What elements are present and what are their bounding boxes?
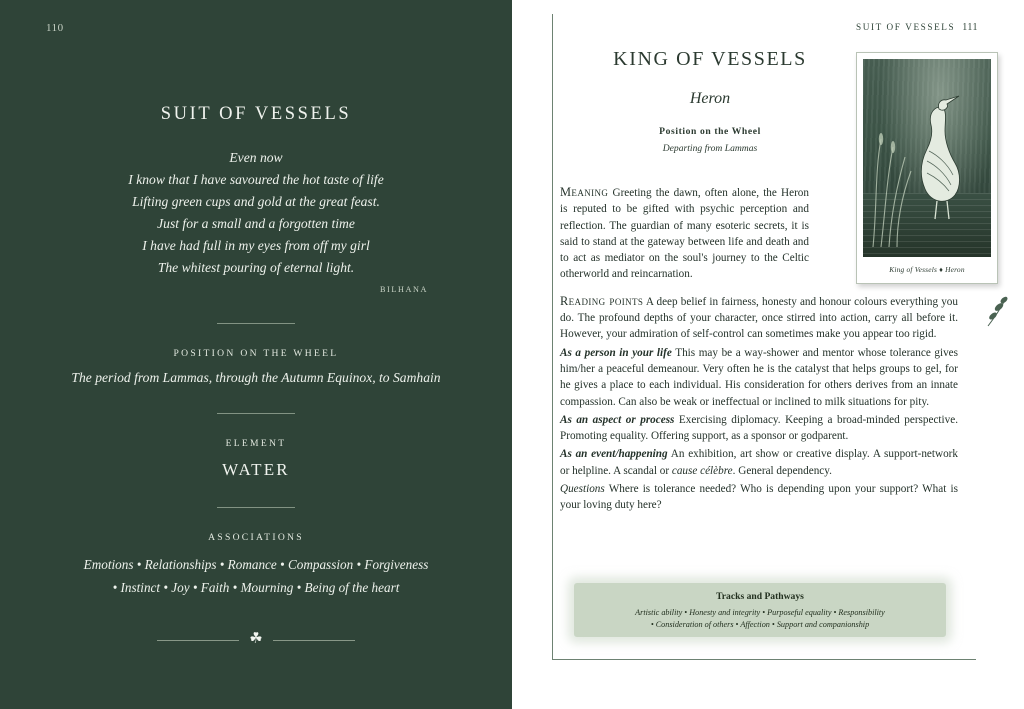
poem-attribution: BILHANA xyxy=(379,285,428,295)
running-head xyxy=(856,22,978,33)
poem-line: The whitest pouring of eternal light. xyxy=(157,260,355,276)
associations-line: • Instinct • Joy • Faith • Mourning • Being of the heart xyxy=(112,579,400,595)
trefoil-icon: ☘ xyxy=(249,630,263,647)
leaf-sprig-icon xyxy=(984,294,1010,328)
element-label: ELEMENT xyxy=(225,438,287,450)
as-an-event-label: As an event/happening xyxy=(560,448,668,461)
tracks-line: • Consideration of others • Affection • Support and companionship xyxy=(650,620,870,630)
card-title: KING OF VESSELS xyxy=(613,48,807,70)
meaning-paragraph xyxy=(560,183,809,283)
meaning-text: Greeting the dawn, often alone, the Heron is reputed to be gifted with psychic perception and reflection. The guardian of many esoteric secrets, it is said to stand at the gateway between life and death and to act as mediator on the soul's journey to the Celtic otherworld and reincarnation. xyxy=(560,187,809,281)
tracks-and-pathways-box xyxy=(574,583,946,637)
as-an-event-text-b: . General dependency. xyxy=(732,464,832,477)
as-an-event-text-a: An exhibition, art show or creative display. A support-network or helpline. A scandal or xyxy=(560,448,958,477)
as-an-event-paragraph xyxy=(560,446,958,479)
poem xyxy=(56,147,456,296)
position-value: Departing from Lammas xyxy=(662,143,758,154)
as-an-aspect-paragraph xyxy=(560,412,958,445)
ornament-divider xyxy=(56,630,456,648)
running-head-text: SUIT OF VESSELS xyxy=(856,22,956,32)
poem-line: I know that I have savoured the hot taste of life xyxy=(128,172,384,188)
card-caption: King of Vessels ♦ Heron xyxy=(889,265,965,274)
divider-rule xyxy=(217,413,295,414)
poem-line: I have had full in my eyes from off my girl xyxy=(142,238,370,254)
questions-paragraph xyxy=(560,481,958,514)
suit-title: SUIT OF VESSELS xyxy=(160,104,352,124)
reading-points-text: A deep belief in fairness, honesty and honour colours everything you do. The profound depths of your character, once stirred into action, carry all before it. However, your admiration of self-control can sometimes make you appear too rigid. xyxy=(560,295,958,341)
tracks-line: Artistic ability • Honesty and integrity • Purposeful equality • Responsibility xyxy=(635,608,885,617)
card-body-text xyxy=(560,183,958,523)
position-heading: Position on the Wheel xyxy=(659,126,761,137)
divider-rule xyxy=(217,323,295,324)
questions-text: Where is tolerance needed? Who is depending upon your support? What is your loving duty here? xyxy=(560,483,958,512)
as-a-person-label: As a person in your life xyxy=(560,346,672,359)
position-value: The period from Lammas, through the Autumn Equinox, to Samhain xyxy=(71,370,441,386)
as-an-aspect-label: As an aspect or process xyxy=(560,413,675,426)
as-a-person-text: This may be a way-shower and mentor whose tolerance gives him/her a peaceful demeanour. Very often he is the catalyst that helps groups to gel, for he gives a place to each individual. His consideration for others derives from an innate compassion. Can also be weak or ineffectual or inclined to milk situations for pity. xyxy=(560,346,958,408)
ornament-bar-right xyxy=(273,640,355,641)
position-label: POSITION ON THE WHEEL xyxy=(173,348,339,360)
meaning-label: Meaning xyxy=(560,185,609,199)
reading-points-label: Reading points xyxy=(560,293,644,308)
as-an-aspect-text: Exercising diplomacy. Keeping a broad-minded perspective. Promoting equality. Offering support, as a sponsor or godparent. xyxy=(560,413,958,443)
reading-points-paragraph xyxy=(560,292,958,343)
as-a-person-paragraph xyxy=(560,345,958,410)
tracks-title: Tracks and Pathways xyxy=(716,591,804,602)
ornament-bar-left xyxy=(157,640,239,641)
associations-label: ASSOCIATIONS xyxy=(208,532,304,544)
left-page-content xyxy=(56,104,456,648)
right-folio-number: 111 xyxy=(962,22,978,33)
element-value: WATER xyxy=(222,460,290,480)
as-an-event-text-italic: cause célèbre xyxy=(671,464,733,477)
divider-rule xyxy=(217,507,295,508)
poem-line: Lifting green cups and gold at the great feast. xyxy=(132,194,380,210)
questions-label: Questions xyxy=(560,483,605,496)
associations-line: Emotions • Relationships • Romance • Compassion • Forgiveness xyxy=(83,557,429,573)
poem-line: Just for a small and a forgotten time xyxy=(157,216,355,232)
poem-line: Even now xyxy=(229,150,283,165)
right-page xyxy=(512,0,1024,709)
left-folio-number: 110 xyxy=(46,22,64,34)
card-subtitle: Heron xyxy=(689,90,731,107)
